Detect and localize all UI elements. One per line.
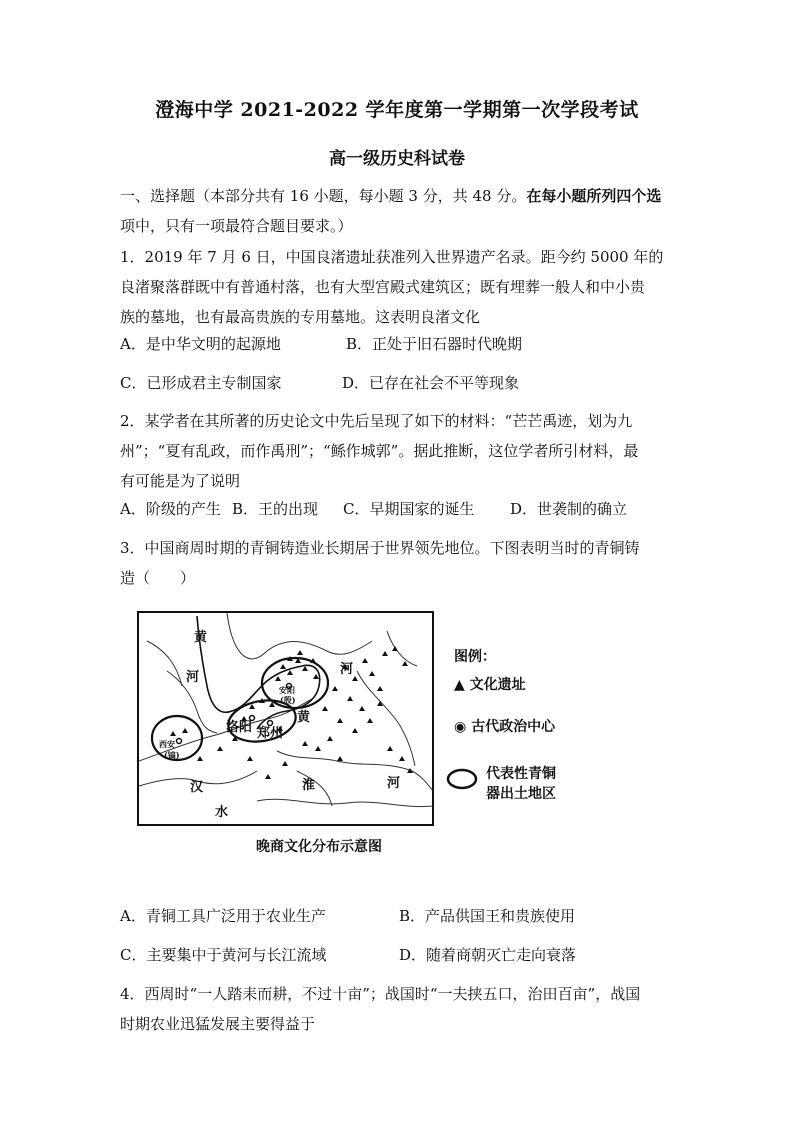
question-4-line: 时期农业迅猛发展主要得益于 [120,1015,316,1033]
map-label-huai: 淮 [302,778,316,793]
map-label-han: 汉 [190,780,204,795]
question-1-line: 良渚聚落群既中有普通村落，也有大型宫殿式建筑区；既有埋葬一般人和中小贵 [120,278,646,296]
question-3-option-c[interactable]: C．主要集中于黄河与长江流域 [120,946,327,964]
question-3-option-b[interactable]: B．产品供国王和贵族使用 [399,907,576,925]
question-1-line: 族的墓地，也有最高贵族的专用墓地。这表明良渚文化 [120,308,481,326]
legend-center [454,716,555,736]
triangle-icon: ▲ [454,677,465,693]
question-2-line: 州”；“夏有乱政，而作禹刑”；“鲧作城郭”。据此推断，这位学者所引材料，最 [120,442,639,460]
question-1-line: 1．2019 年 7 月 6 日，中国良渚遗址获准列入世界遗产名录。距今约 5000 年的 [120,248,664,266]
map-frame [138,612,433,825]
map-label-luoyang: 洛阳 [226,720,253,735]
late-shang-map [137,611,434,826]
legend-site-label: 文化遗址 [469,677,526,693]
question-3-options-row2 [120,944,700,968]
question-3-line: 3．中国商周时期的青铜铸造业长期居于世界领先地位。下图表明当时的青铜铸 [120,539,640,557]
map-label-he-3: 河 [387,776,401,791]
question-1-option-d[interactable]: D．已存在社会不平等现象 [342,374,520,392]
section-heading-bold: 在每小题所列四个选 [526,187,662,205]
question-2-options-row [120,498,700,522]
legend-title: 图例： [454,649,496,665]
map-label-huang-2: 黄 [297,710,311,725]
question-3-stem [120,533,680,593]
circle-dot-icon: ◉ [454,719,467,735]
question-2-option-a[interactable]: A．阶级的产生 [120,500,221,518]
ellipse-icon [446,768,478,790]
question-3-line: 造（ ） [120,569,196,587]
question-1-stem [120,242,680,332]
map-svg [137,611,434,826]
map-label-huang-1: 黄 [194,630,208,645]
question-2-stem [120,406,680,496]
legend-center-label: 古代政治中心 [471,719,556,735]
map-label-xian: 西安 [159,739,175,749]
exam-subtitle: 高一级历史科试卷 [329,149,465,169]
question-3-options-row1 [120,905,700,929]
question-1-options-row2 [120,372,700,396]
legend-site [454,674,526,694]
question-2-line: 有可能是为了说明 [120,472,241,490]
map-caption: 晚商文化分布示意图 [256,839,382,855]
question-1-option-a[interactable]: A．是中华文明的起源地 [120,335,281,353]
legend-bronze-line2: 器出土地区 [486,786,556,802]
question-2-option-b[interactable]: B．王的出现 [232,500,319,518]
question-1-option-b[interactable]: B．正处于旧石器时代晚期 [346,335,523,353]
question-4-line: 4．西周时“一人踏耒而耕，不过十亩”；战国时“一夫挟五口，治田百亩”，战国 [120,985,641,1003]
question-3-option-d[interactable]: D．随着商朝灭亡走向衰落 [399,946,577,964]
question-2-option-c[interactable]: C．早期国家的诞生 [343,500,475,518]
map-label-he-2: 河 [340,662,354,677]
legend-bronze-line1: 代表性青铜 [486,766,556,782]
exam-title: 澄海中学 2021-2022 学年度第一学期第一次学段考试 [155,99,639,121]
section-heading-text: 一、选择题（本部分共有 16 小题，每小题 3 分，共 48 分。 [120,187,527,205]
section-heading [120,181,680,241]
section-heading-line2: 项中，只有一项最符合题目要求。） [120,217,353,235]
map-label-shui: 水 [215,805,229,820]
question-1-options-row1 [120,333,700,357]
map-label-he-1: 河 [186,670,200,685]
map-label-yin: (殷) [280,695,296,705]
map-label-zhengzhou: 郑州 [257,726,284,741]
question-2-line: 2．某学者在其所著的历史论文中先后呈现了如下的材料：“芒芒禹迹，划为九 [120,412,633,430]
map-label-anyang: 安阳 [279,685,295,695]
question-3-option-a[interactable]: A．青铜工具广泛用于农业生产 [120,907,326,925]
question-2-option-d[interactable]: D．世袭制的确立 [510,500,628,518]
question-4-stem [120,979,680,1039]
question-1-option-c[interactable]: C．已形成君主专制国家 [120,374,282,392]
map-label-hao: (镐) [164,750,180,760]
